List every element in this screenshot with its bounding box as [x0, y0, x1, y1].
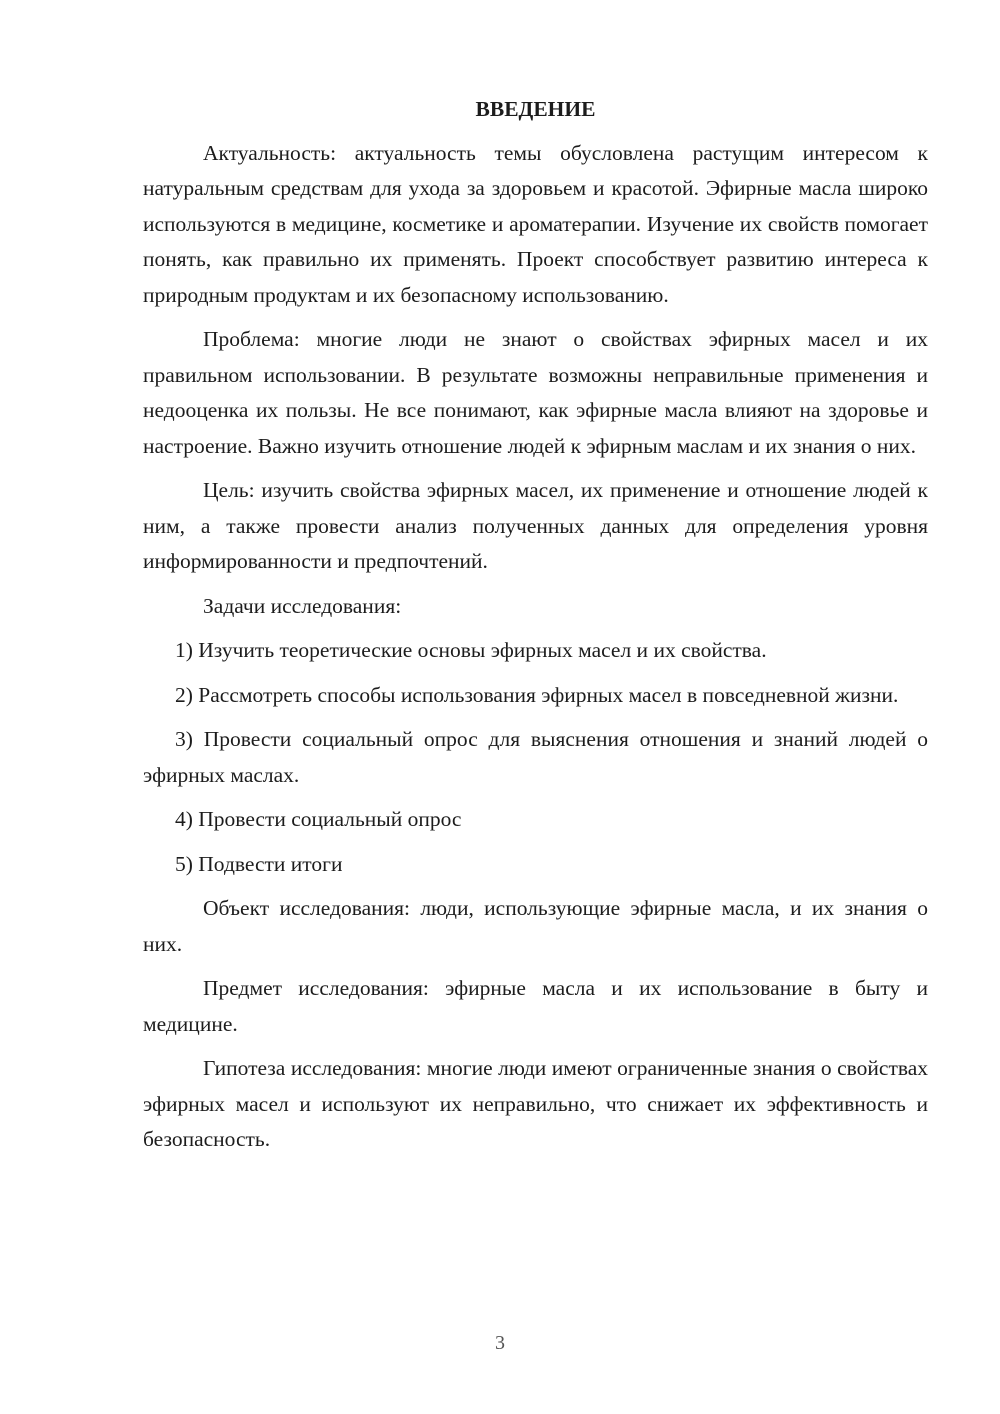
- problem-paragraph: Проблема: многие люди не знают о свойствах эфирных масел и их правильном использовании. В результате возможны неправильные применения и недооценка их пользы. Не все понимают, как эфирные масла влияют на здоровье и настроение. Важно изучить отношение людей к эфирным маслам и их знания о них.: [143, 327, 928, 458]
- task-item-4: 4) Провести социальный опрос: [175, 807, 462, 831]
- task-item-2: 2) Рассмотреть способы использования эфирных масел в повседневной жизни.: [175, 682, 899, 707]
- object-paragraph: Объект исследования: люди, использующие эфирные масла, и их знания о них.: [143, 896, 928, 956]
- subject-paragraph: Предмет исследования: эфирные масла и их использование в быту и медицине.: [143, 976, 928, 1036]
- hypothesis-paragraph: Гипотеза исследования: многие люди имеют ограниченные знания о свойствах эфирных масел и используют их неправильно, что снижает их эффективность и безопасность.: [143, 1056, 928, 1151]
- tasks-heading: Задачи исследования:: [203, 593, 402, 618]
- page-number: 3: [495, 1332, 505, 1354]
- section-title: ВВЕДЕНИЕ: [475, 97, 596, 121]
- task-item-3: 3) Провести социальный опрос для выяснения отношения и знаний людей о эфирных маслах.: [143, 727, 928, 787]
- document-body: [143, 92, 928, 1167]
- task-item-1: 1) Изучить теоретические основы эфирных масел и их свойства.: [175, 638, 767, 662]
- goal-paragraph: Цель: изучить свойства эфирных масел, их применение и отношение людей к ним, а также провести анализ полученных данных для определения уровня информированности и предпочтений.: [143, 478, 928, 573]
- task-item-5: 5) Подвести итоги: [175, 851, 343, 876]
- relevance-paragraph: Актуальность: актуальность темы обусловлена растущим интересом к натуральным средствам для ухода за здоровьем и красотой. Эфирные масла широко используются в медицине, косметике и ароматерапии. Изучение их свойств помогает понять, как правильно их применять. Проект способствует развитию интереса к природным продуктам и их безопасному использованию.: [143, 140, 928, 307]
